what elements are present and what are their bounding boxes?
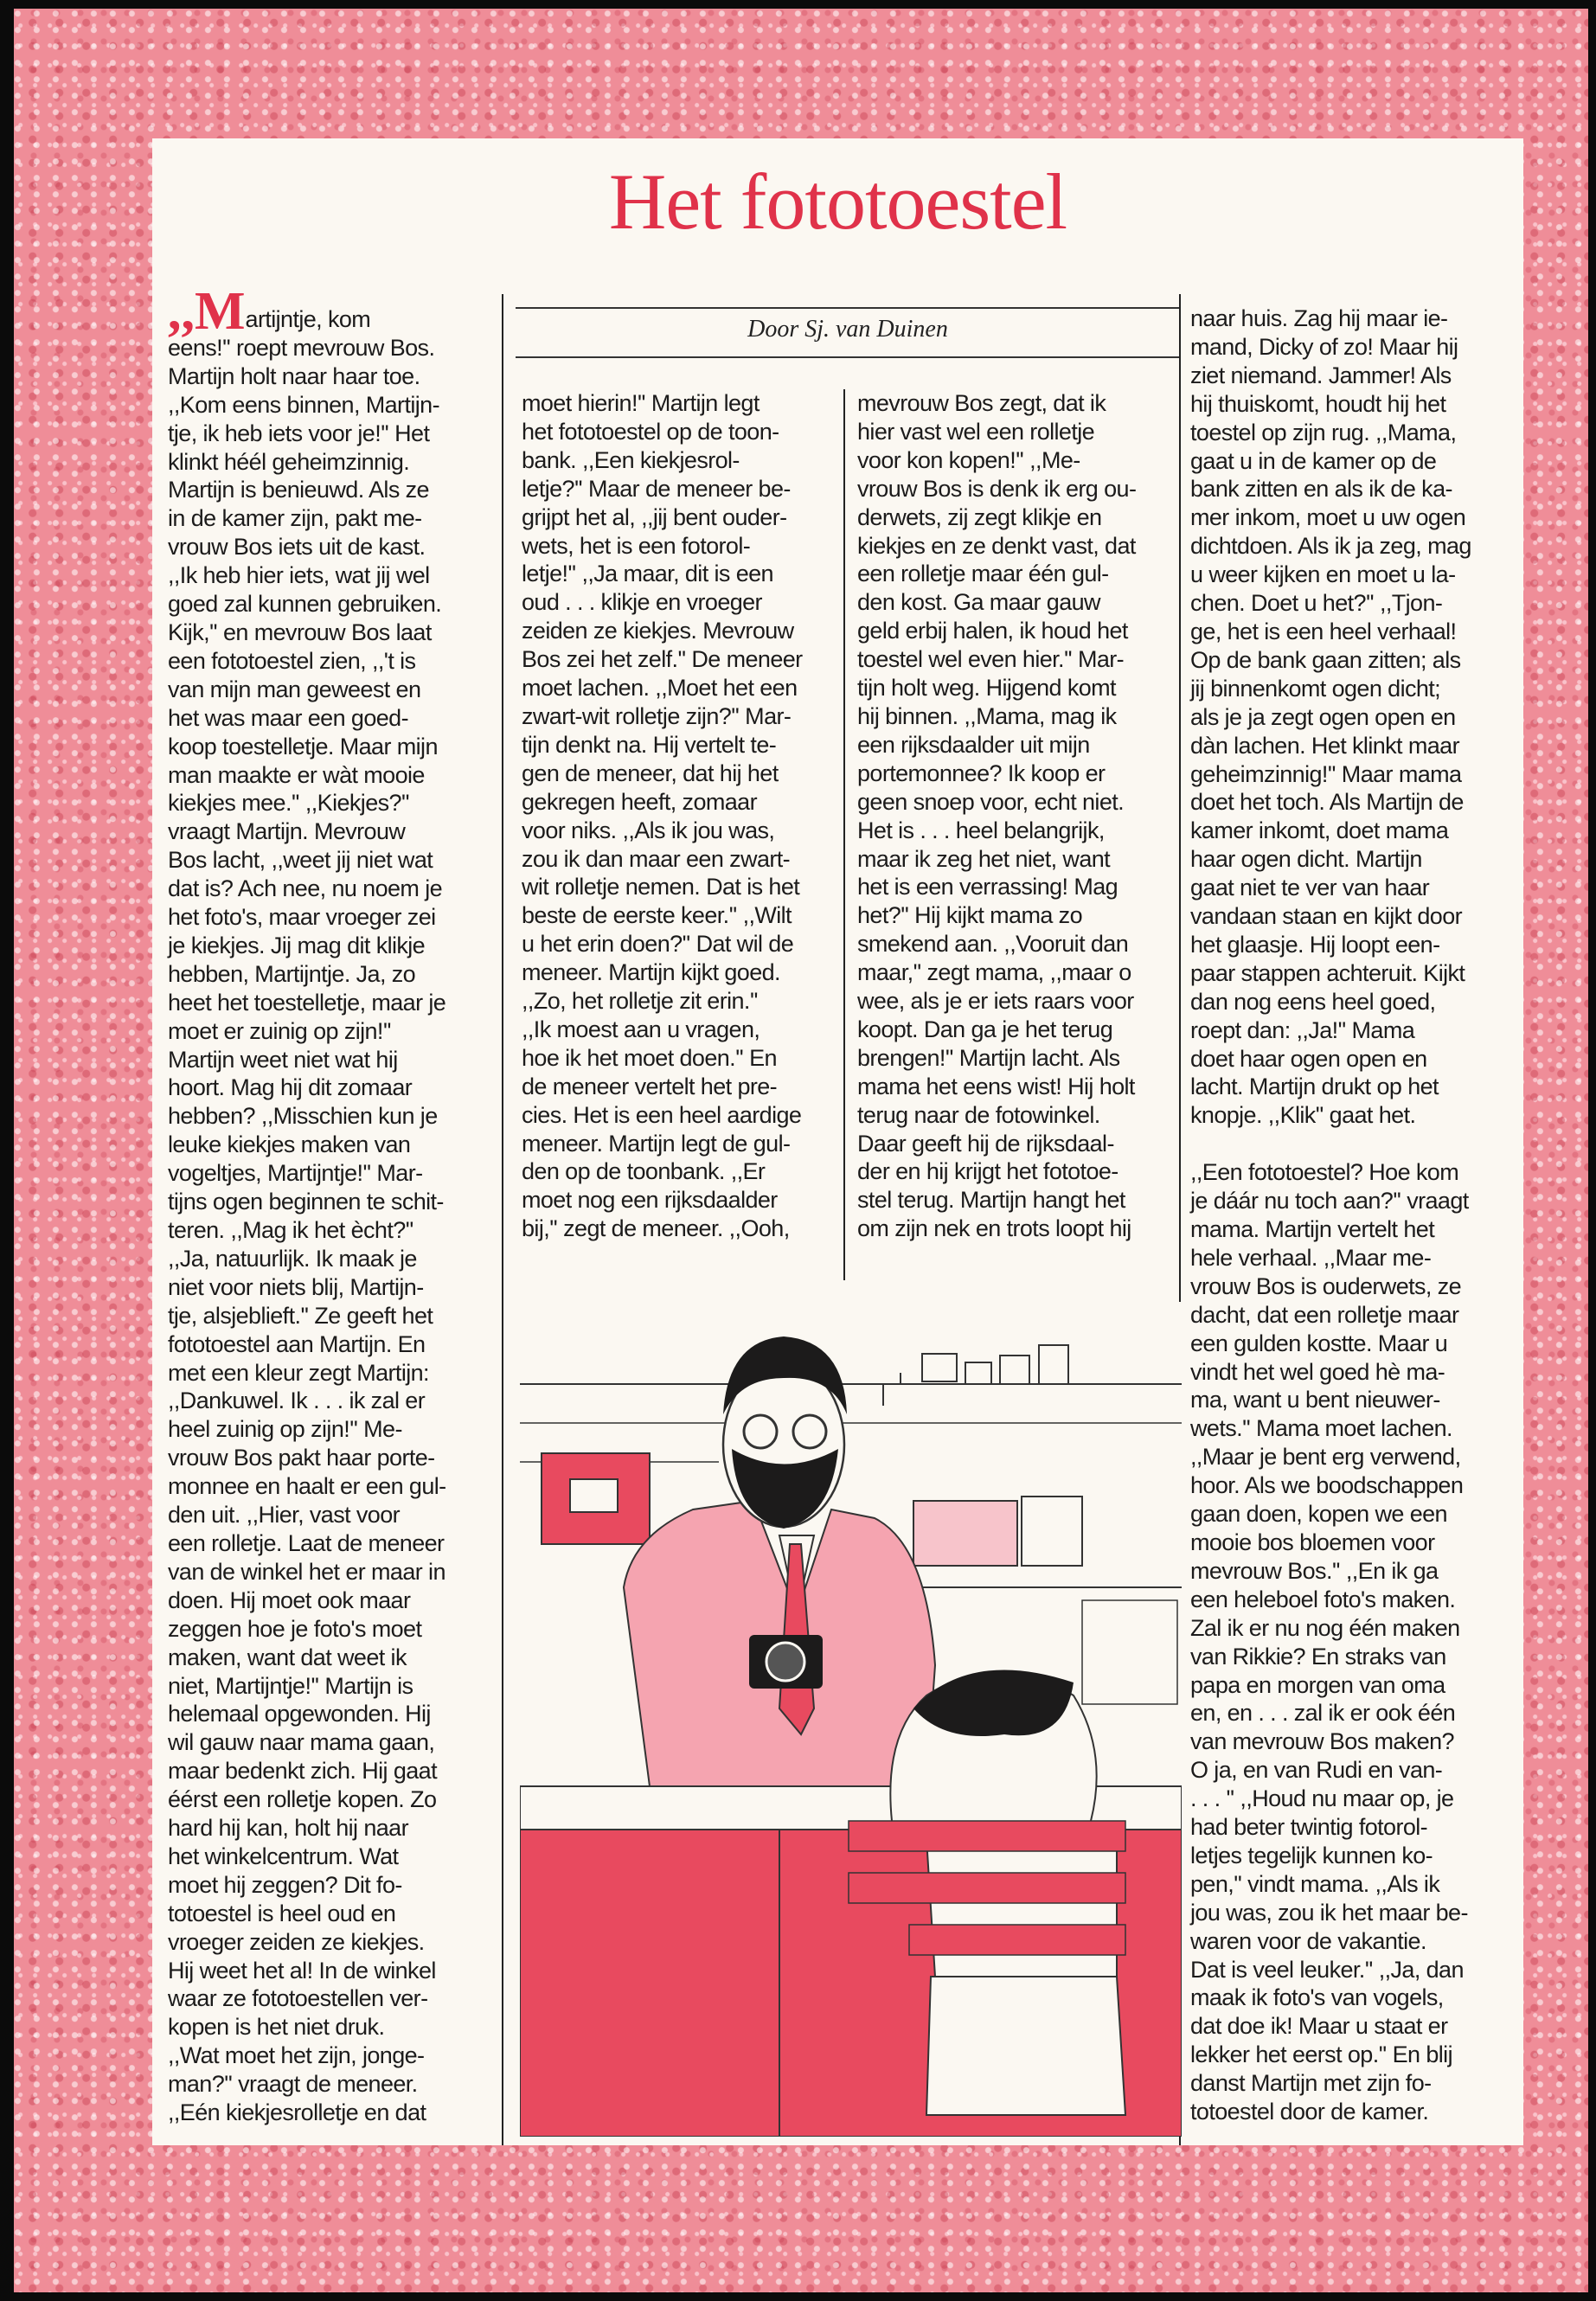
magazine-page — [152, 138, 1523, 2145]
byline-bottom-rule — [516, 356, 1180, 358]
column-2-text: moet hierin!'' Martijn legt het fototoestel op de toon- bank. ,,Een kiekjesrol- letje?'' Maar de meneer be- grijpt het al, ,,jij bent ouder- wets, het is een fotorol- letje!'' ,,Ja maar, dit is een oud . . . klikje en vroeger zeiden ze kiekjes. Mevrouw Bos zei het zelf.'' De meneer moet lachen. ,,Moet het een zwart-wit rolletje zijn?'' Mar- tijn denkt na. Hij vertelt te- gen de meneer, dat hij het gekregen heeft, zomaar voor niks. ,,Als ik jou was, zou ik dan maar een zwart- wit rolletje nemen. Dat is het beste de eerste keer.'' ,,Wilt u het erin doen?'' Dat wil de meneer. Martijn kijkt goed. ,,Zo, het rolletje zit erin.'' ,,Ik moest aan u vragen, hoe ik het moet doen.'' En de meneer vertelt het pre- cies. Het is een heel aardige meneer. Martijn legt de gul- den op de toonbank. ,,Er moet nog een rijksdaalder bij,'' zegt de meneer. ,,Ooh, — [522, 390, 803, 1242]
drop-cap: ,,M — [168, 282, 246, 341]
column-4-text: naar huis. Zag hij maar ie- mand, Dicky of zo! Maar hij ziet niemand. Jammer! Als hij thuiskomt, houdt hij het toestel op zijn rug. ,,Mama, gaat u in de kamer op de bank zitten en als ik de ka- mer inkom, moet u uw ogen dichtdoen. Als ik ja zeg, mag u weer kijken en moet u la- chen. Doet u het?'' ,,Tjon- ge, het is een heel verhaal! Op de bank gaan zitten; als jij binnenkomt ogen dicht; als je ja zegt ogen open en dàn lachen. Het klinkt maar geheimzinnig!'' Maar mama doet het toch. Als Martijn de kamer inkomt, doet mama haar ogen dicht. Martijn gaat niet te ver van haar vandaan staan en kijkt door het glaasje. Hij loopt een- paar stappen achteruit. Kijkt dan nog eens heel goed, roept dan: ,,Ja!'' Mama doet haar ogen open en lacht. Martijn drukt op het knopje. ,,Klik'' gaat het. ,,Een fototoestel? Hoe kom je dáár nu toch aan?'' vraagt mama. Martijn vertelt het hele verhaal. ,,Maar me- vrouw Bos is ouderwets, ze dacht, dat een rolletje maar een gulden kostte. Maar u vindt het wel goed hè ma- ma, want u bent nieuwer- wets.'' Mama moet lachen. ,,Maar je bent erg verwend, hoor. Als we boodschappen gaan doen, kopen we een mooie bos bloemen voor mevrouw Bos.'' ,,En ik ga een heleboel foto's maken. Zal ik er nu nog één maken van Rikkie? En straks van papa en morgen van oma en, en . . . zal ik er ook één van mevrouw Bos maken? O ja, en van Rudi en van- . . . '' ,,Houd nu maar op, je had beter twintig fotorol- letjes tegelijk kunnen ko- pen,'' vindt mama. ,,Als ik jou was, zou ik het maar be- waren voor de vakantie. Dat is veel leuker.'' ,,Ja, dan maak ik foto's van vogels, dat doe ik! Maar u staat er lekker het eerst op.'' En blij danst Martijn met zijn fo- totoestel door de kamer. — [1190, 305, 1471, 2125]
camera-shop-illustration — [520, 1302, 1182, 2137]
article-title: Het fototoestel — [608, 157, 1067, 246]
column-rule-1 — [502, 294, 503, 2145]
author-byline: Door Sj. van Duinen — [747, 316, 948, 343]
column-3-text: mevrouw Bos zegt, dat ik hier vast wel een rolletje voor kon kopen!'' ,,Me- vrouw Bos is denk ik erg ou- derwets, zij zegt klikje en kiekjes en ze denkt vast, dat een rolletje maar één gul- den kost. Ga maar gauw geld erbij halen, ik houd het toestel wel even hier.'' Mar- tijn holt weg. Hijgend komt hij binnen. ,,Mama, mag ik een rijksdaalder uit mijn portemonnee? Ik koop er geen snoep voor, echt niet. Het is . . . heel belangrijk, maar ik zeg het niet, want het is een verrassing! Mag het?'' Hij kijkt mama zo smekend aan. ,,Vooruit dan maar,'' zegt mama, ,,maar o wee, als je er iets raars voor koopt. Dan ga je het terug brengen!'' Martijn lacht. Als mama het eens wist! Hij holt terug naar de fotowinkel. Daar geeft hij de rijksdaal- der en hij krijgt het fototoe- stel terug. Martijn hangt het om zijn nek en trots loopt hij — [857, 390, 1137, 1242]
byline-top-rule — [516, 307, 1180, 309]
column-1-text: artijntje, kom eens!'' roept mevrouw Bos. Martijn holt naar haar toe. ,,Kom eens binnen, Martijn- tje, ik heb iets voor je!'' Het klinkt héél geheimzinnig. Martijn is benieuwd. Als ze in de kamer zijn, pakt me- vrouw Bos iets uit de kast. ,,Ik heb hier iets, wat jij wel goed zal kunnen gebruiken. Kijk,'' en mevrouw Bos laat een fototoestel zien, ,,'t is van mijn man geweest en het was maar een goed- koop toestelletje. Maar mijn man maakte er wàt mooie kiekjes mee.'' ,,Kiekjes?'' vraagt Martijn. Mevrouw Bos lacht, ,,weet jij niet wat dat is? Ach nee, nu noem je het foto's, maar vroeger zei je kiekjes. Jij mag dit klikje hebben, Martijntje. Ja, zo heet het toestelletje, maar je moet er zuinig op zijn!'' Martijn weet niet wat hij hoort. Mag hij dit zomaar hebben? ,,Misschien kun je leuke kiekjes maken van vogeltjes, Martijntje!'' Mar- tijns ogen beginnen te schit- teren. ,,Mag ik het ècht?'' ,,Ja, natuurlijk. Ik maak je niet voor niets blij, Martijn- tje, alsjeblieft.'' Ze geeft het fototoestel aan Martijn. En met een kleur zegt Martijn: ,,Dankuwel. Ik . . . ik zal er heel zuinig op zijn!'' Me- vrouw Bos pakt haar porte- monnee en haalt er een gul- den uit. ,,Hier, vast voor een rolletje. Laat de meneer van de winkel het er maar in doen. Hij moet ook maar zeggen hoe je foto's moet maken, want dat weet ik niet, Martijntje!'' Martijn is helemaal opgewonden. Hij wil gauw naar mama gaan, maar bedenkt zich. Hij gaat éérst een rolletje kopen. Zo hard hij kan, holt hij naar het winkelcentrum. Wat moet hij zeggen? Dit fo- totoestel is heel oud en vroeger zeiden ze kiekjes. Hij weet het al! In de winkel waar ze fototoestellen ver- kopen is het niet druk. ,,Wat moet het zijn, jonge- man?'' vraagt de meneer. ,,Eén kiekjesrolletje en dat — [168, 306, 446, 2126]
column-rule-2 — [843, 389, 845, 1280]
column-1 — [168, 282, 488, 2127]
